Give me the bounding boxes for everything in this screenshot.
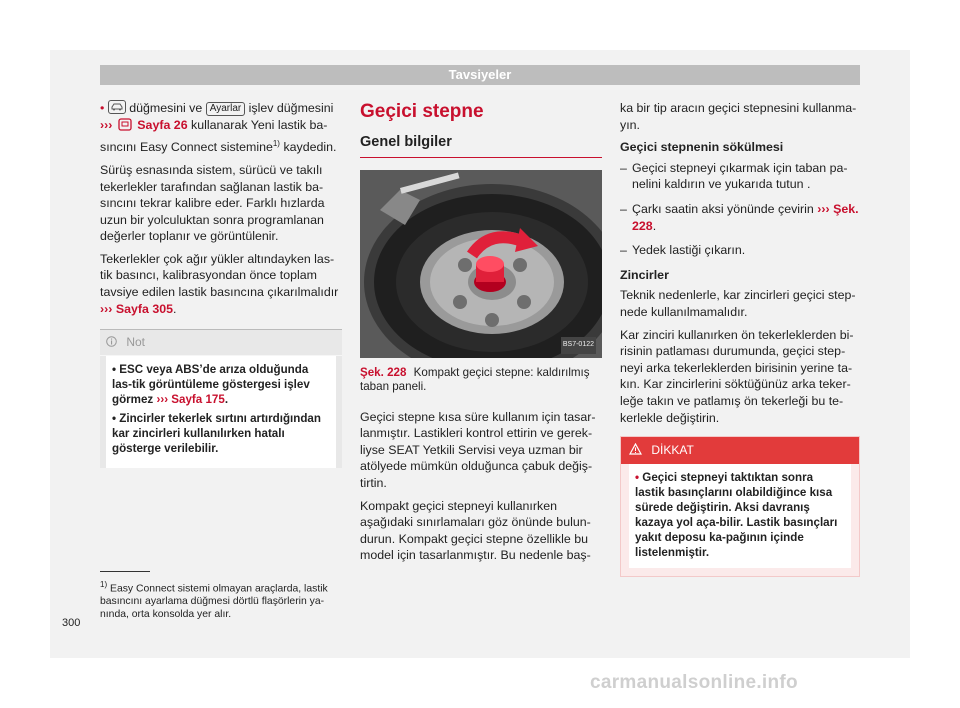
paragraph-chains-2: Kar zinciri kullanırken ön tekerleklerden bi-risinin patlaması durumunda, geçici step-neyi arka tekerleklerden birisinin yerine ta-kın. Kar zincirlerini söktüğünüz arka teker-leğe takın ve patlamış ön tekerleği bu te-kerlekle değiştirin.: [620, 327, 854, 425]
text: .: [224, 392, 229, 406]
heading-chains: Zincirler: [620, 267, 669, 282]
footnote: [100, 578, 345, 621]
column-right: [620, 100, 860, 577]
link-arrows: ›››: [156, 392, 169, 406]
ayarlar-key: Ayarlar: [206, 102, 246, 116]
step-2: [620, 201, 860, 234]
info-icon: [106, 335, 120, 349]
link-arrows: ›››: [100, 117, 113, 132]
spare-wheel-illustration: [360, 170, 602, 358]
text: ESC veya ABS’de arıza olduğunda las-tik görüntüleme göstergesi işlev görmez: [112, 362, 310, 406]
warning-icon: [629, 443, 645, 457]
paragraph-tpms-store: [100, 100, 342, 156]
page-link-305[interactable]: Sayfa 305: [115, 301, 174, 316]
page-number: 300: [62, 617, 81, 629]
note-item: [112, 362, 330, 407]
warning-title: DİKKAT: [651, 443, 694, 458]
section-title: Geçici stepne: [360, 101, 484, 122]
step-3: – Yedek lastiği çıkarın.: [620, 242, 860, 259]
column-middle: [360, 100, 602, 570]
paragraph-heavy-load: [100, 251, 342, 317]
note-title: Not: [126, 335, 146, 350]
text: .: [652, 218, 657, 233]
column-left: [100, 100, 342, 474]
page-link-175[interactable]: Sayfa 175: [171, 392, 225, 406]
figure-ref: Şek. 228: [360, 365, 407, 379]
footnote-number: 1): [100, 580, 108, 589]
paragraph-chains-1: Teknik nedenlerle, kar zincirleri geçici step-nede kullanılmamalıdır.: [620, 288, 856, 319]
note-item: [112, 411, 330, 456]
bullet: •: [112, 411, 117, 425]
watermark: carmanualsonline.info: [590, 672, 798, 693]
bullet: •: [635, 470, 640, 484]
paragraph-continued: ka bir tip aracın geçici stepnesini kullanma-yın.: [620, 101, 857, 132]
warning-text: Geçici stepneyi taktıktan sonra lastik basınçlarını olabildiğince kısa sürede değiştirin. Aksi davranış kazaya yol aça-bilir. Lastik basınçları yakıt deposu ka-pağının içinde listelenmiştir.: [635, 470, 838, 559]
text: .: [173, 301, 177, 316]
paragraph-calibration: Sürüş esnasında sistem, sürücü ve takılı tekerlekler tarafından sağlanan lastik ba-sıncını tekrar kalibre eder. Farklı hızlarda uzun bir yolculuktan sonra programlanan değerler toplanır ve görüntülenir.: [100, 162, 325, 244]
note-body: [106, 356, 336, 468]
paragraph-restrictions: Kompakt geçici stepneyi kullanırken aşağıdaki sınırlamaları göz önünde bulun-durun. Kompakt geçici stepne özellikle bu model için tasarlanmıştır. Bu nedenle baş-: [360, 498, 591, 563]
phone-icon: [116, 118, 134, 137]
page-header: Tavsiyeler: [100, 65, 860, 85]
text: kullanarak Yeni lastik ba-sıncını Easy Connect sistemine: [100, 117, 328, 155]
paragraph-temporary: Geçici stepne kısa süre kullanım için tasar-lanmıştır. Lastikleri kontrol ettirin ve gerek-liyse SEAT Yetkili Servisi veya uzman bir atölyede mümkün olduğunca çabuk değiş-tirtin.: [360, 409, 596, 490]
text: Zincirler tekerlek sırtını artırdığından kar zincirleri kullanılırken hatalı gösterge verilebilir.: [112, 411, 321, 455]
text: kaydedin.: [283, 140, 337, 155]
warning-box: [620, 436, 860, 577]
warning-body: [629, 464, 851, 568]
page-link-26[interactable]: Sayfa 26: [137, 117, 188, 132]
link-arrows: ›››: [100, 301, 113, 316]
figure-code: BS7-0122: [561, 337, 596, 354]
spare-wheel-figure: [360, 170, 602, 358]
caption-text: Kompakt geçici stepne: kaldırılmış taban paneli.: [360, 365, 590, 394]
footnote-ref: 1): [272, 139, 280, 149]
figure-caption: [360, 366, 602, 395]
note-box: [100, 329, 342, 468]
bullet: •: [100, 101, 105, 115]
text: işlev düğmesini: [248, 101, 334, 115]
footnote-divider: [100, 571, 150, 572]
text: Tekerlekler çok ağır yükler altındayken las-tik basıncı, kalibrasyondan önce toplam tavsiye edilen lastik basıncına çıkarılmalıdır: [100, 251, 339, 300]
text: düğmesini ve: [129, 101, 203, 115]
bullet: •: [112, 362, 117, 376]
section-subtitle: Genel bilgiler: [360, 134, 602, 158]
figure-link-228[interactable]: Şek. 228: [632, 201, 859, 233]
text: Çarkı saatin aksi yönünde çevirin: [632, 201, 814, 216]
heading-removal: Geçici stepnenin sökülmesi: [620, 140, 784, 155]
step-1: – Geçici stepneyi çıkarmak için taban pa-nelini kaldırın ve yukarıda tutun .: [620, 160, 860, 193]
warning-header: [621, 437, 859, 464]
link-arrows: ›››: [817, 201, 830, 216]
footnote-text: Easy Connect sistemi olmayan araçlarda, lastik basıncını ayarlama düğmesi dörtlü flaşörlerin ya-nında, orta konsolda yer alır.: [100, 583, 328, 621]
car-button-icon: [108, 100, 126, 114]
note-header: [100, 330, 342, 356]
